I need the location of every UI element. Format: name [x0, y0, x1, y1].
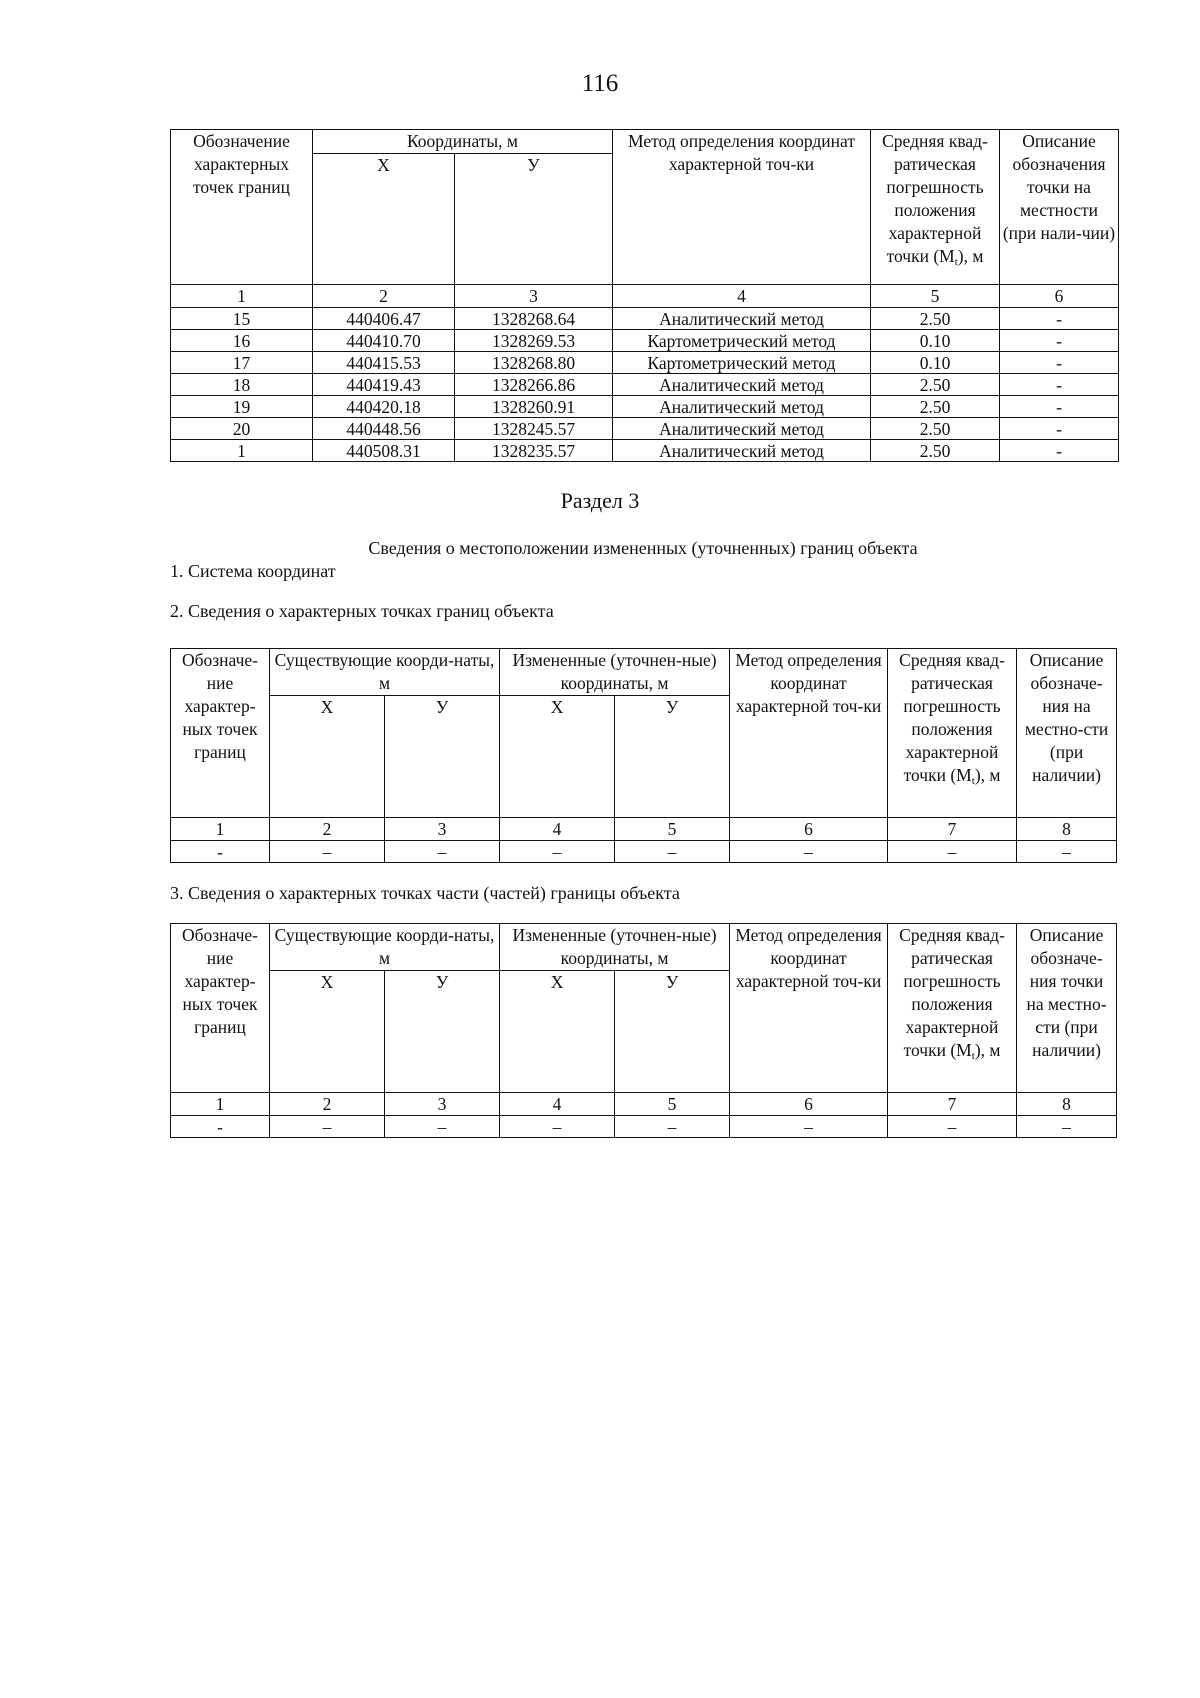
cell-point: 15 — [171, 308, 313, 330]
header-y: У — [385, 696, 500, 818]
column-number: 6 — [1000, 285, 1119, 308]
column-number: 8 — [1017, 818, 1117, 841]
header-y: У — [615, 696, 730, 818]
column-number: 7 — [888, 818, 1017, 841]
cell-method: Аналитический метод — [613, 418, 871, 440]
header-y: У — [385, 971, 500, 1093]
cell-point: 1 — [171, 440, 313, 462]
column-number: 3 — [385, 1093, 500, 1116]
boundary-points-heading: 2. Сведения о характерных точках границ объекта — [170, 601, 554, 621]
cell-point: 20 — [171, 418, 313, 440]
table-cell: – — [1017, 1116, 1117, 1138]
column-number: 6 — [730, 1093, 888, 1116]
header-error: Средняя квад-ратическая погрешность положения характерной точки $(M_t)$, м — [888, 924, 1017, 1093]
column-number: 5 — [615, 1093, 730, 1116]
cell-method: Картометрический метод — [613, 352, 871, 374]
table-row — [171, 1116, 1117, 1138]
header-designation: Обозначе-ние характер-ных точек границ — [171, 924, 270, 1093]
cell-point: 18 — [171, 374, 313, 396]
table-cell: – — [1017, 841, 1117, 863]
cell-description: - — [1000, 374, 1119, 396]
cell-description: - — [1000, 440, 1119, 462]
column-number: 2 — [270, 818, 385, 841]
column-number: 4 — [500, 1093, 615, 1116]
header-description: Описание обозначения точки на местности (при нали-чии) — [1000, 130, 1119, 285]
header-x: Х — [270, 696, 385, 818]
cell-point: 16 — [171, 330, 313, 352]
cell-method: Аналитический метод — [613, 396, 871, 418]
table-cell: – — [270, 841, 385, 863]
column-number: 5 — [871, 285, 1000, 308]
table-row — [171, 418, 1119, 440]
column-number: 2 — [270, 1093, 385, 1116]
column-number: 8 — [1017, 1093, 1117, 1116]
column-number: 5 — [615, 818, 730, 841]
cell-error: 2.50 — [871, 418, 1000, 440]
section-description: Сведения о местоположении измененных (уточненных) границ объекта — [368, 538, 918, 558]
column-number: 6 — [730, 818, 888, 841]
table-row — [171, 330, 1119, 352]
cell-description: - — [1000, 418, 1119, 440]
table-cell: – — [730, 841, 888, 863]
cell-x: 440410.70 — [313, 330, 455, 352]
table-row — [171, 308, 1119, 330]
column-number: 4 — [613, 285, 871, 308]
header-existing-coordinates: Существующие коорди-наты, м — [270, 649, 500, 696]
header-error: Средняя квад-ратическая погрешность положения характерной точки $(M_t)$, м — [871, 130, 1000, 285]
column-number: 7 — [888, 1093, 1017, 1116]
cell-x: 440508.31 — [313, 440, 455, 462]
changed-boundary-points-table — [170, 648, 1117, 863]
boundary-points-table — [170, 129, 1119, 462]
header-x: Х — [313, 154, 455, 285]
cell-description: - — [1000, 330, 1119, 352]
table-cell: – — [615, 841, 730, 863]
cell-method: Аналитический метод — [613, 308, 871, 330]
cell-method: Аналитический метод — [613, 374, 871, 396]
cell-y: 1328266.86 — [455, 374, 613, 396]
coordinate-system-heading: 1. Система координат — [170, 561, 336, 581]
cell-y: 1328269.53 — [455, 330, 613, 352]
table-cell: – — [270, 1116, 385, 1138]
table-cell: – — [500, 1116, 615, 1138]
page-number: 116 — [581, 70, 619, 97]
cell-point: 19 — [171, 396, 313, 418]
column-number: 1 — [171, 818, 270, 841]
table-cell: – — [615, 1116, 730, 1138]
table-cell: – — [385, 841, 500, 863]
header-changed-coordinates: Измененные (уточнен-ные) координаты, м — [500, 649, 730, 696]
header-designation: Обозначе-ние характер-ных точек границ — [171, 649, 270, 818]
column-number: 3 — [455, 285, 613, 308]
cell-error: 2.50 — [871, 374, 1000, 396]
table-cell: - — [171, 1116, 270, 1138]
cell-x: 440448.56 — [313, 418, 455, 440]
part-boundary-points-table — [170, 923, 1117, 1138]
column-number: 1 — [171, 1093, 270, 1116]
cell-error: 2.50 — [871, 440, 1000, 462]
header-x: Х — [500, 696, 615, 818]
header-changed-coordinates: Измененные (уточнен-ные) координаты, м — [500, 924, 730, 971]
cell-error: 0.10 — [871, 330, 1000, 352]
header-description: Описание обозначе-ния точки на местно-сти (при наличии) — [1017, 924, 1117, 1093]
cell-error: 0.10 — [871, 352, 1000, 374]
cell-description: - — [1000, 352, 1119, 374]
cell-x: 440420.18 — [313, 396, 455, 418]
table-row — [171, 841, 1117, 863]
column-number: 2 — [313, 285, 455, 308]
cell-x: 440406.47 — [313, 308, 455, 330]
table-cell: – — [888, 1116, 1017, 1138]
table-row — [171, 396, 1119, 418]
table-row — [171, 440, 1119, 462]
cell-description: - — [1000, 308, 1119, 330]
column-number: 4 — [500, 818, 615, 841]
table-cell: – — [888, 841, 1017, 863]
cell-error: 2.50 — [871, 396, 1000, 418]
cell-x: 440419.43 — [313, 374, 455, 396]
part-boundary-points-heading: 3. Сведения о характерных точках части (частей) границы объекта — [170, 883, 680, 903]
cell-y: 1328260.91 — [455, 396, 613, 418]
cell-method: Картометрический метод — [613, 330, 871, 352]
section-title: Раздел 3 — [560, 488, 640, 513]
column-number: 1 — [171, 285, 313, 308]
table-cell: – — [385, 1116, 500, 1138]
header-method: Метод определения координат характерной точ-ки — [613, 130, 871, 285]
table-cell: – — [500, 841, 615, 863]
header-y: У — [455, 154, 613, 285]
column-number: 3 — [385, 818, 500, 841]
cell-description: - — [1000, 396, 1119, 418]
cell-y: 1328235.57 — [455, 440, 613, 462]
header-error: Средняя квад-ратическая погрешность положения характерной точки $(M_t)$, м — [888, 649, 1017, 818]
cell-x: 440415.53 — [313, 352, 455, 374]
header-method: Метод определения координат характерной точ-ки — [730, 924, 888, 1093]
cell-y: 1328268.80 — [455, 352, 613, 374]
header-designation: Обозначение характерных точек границ — [171, 130, 313, 285]
header-x: Х — [500, 971, 615, 1093]
header-x: Х — [270, 971, 385, 1093]
header-y: У — [615, 971, 730, 1093]
cell-error: 2.50 — [871, 308, 1000, 330]
table-cell: - — [171, 841, 270, 863]
table-row — [171, 352, 1119, 374]
cell-y: 1328245.57 — [455, 418, 613, 440]
header-method: Метод определения координат характерной точ-ки — [730, 649, 888, 818]
header-description: Описание обозначе-ния на местно-сти (при наличии) — [1017, 649, 1117, 818]
table-row — [171, 374, 1119, 396]
header-coordinates: Координаты, м — [313, 130, 613, 154]
cell-y: 1328268.64 — [455, 308, 613, 330]
cell-method: Аналитический метод — [613, 440, 871, 462]
cell-point: 17 — [171, 352, 313, 374]
table-cell: – — [730, 1116, 888, 1138]
header-existing-coordinates: Существующие коорди-наты, м — [270, 924, 500, 971]
